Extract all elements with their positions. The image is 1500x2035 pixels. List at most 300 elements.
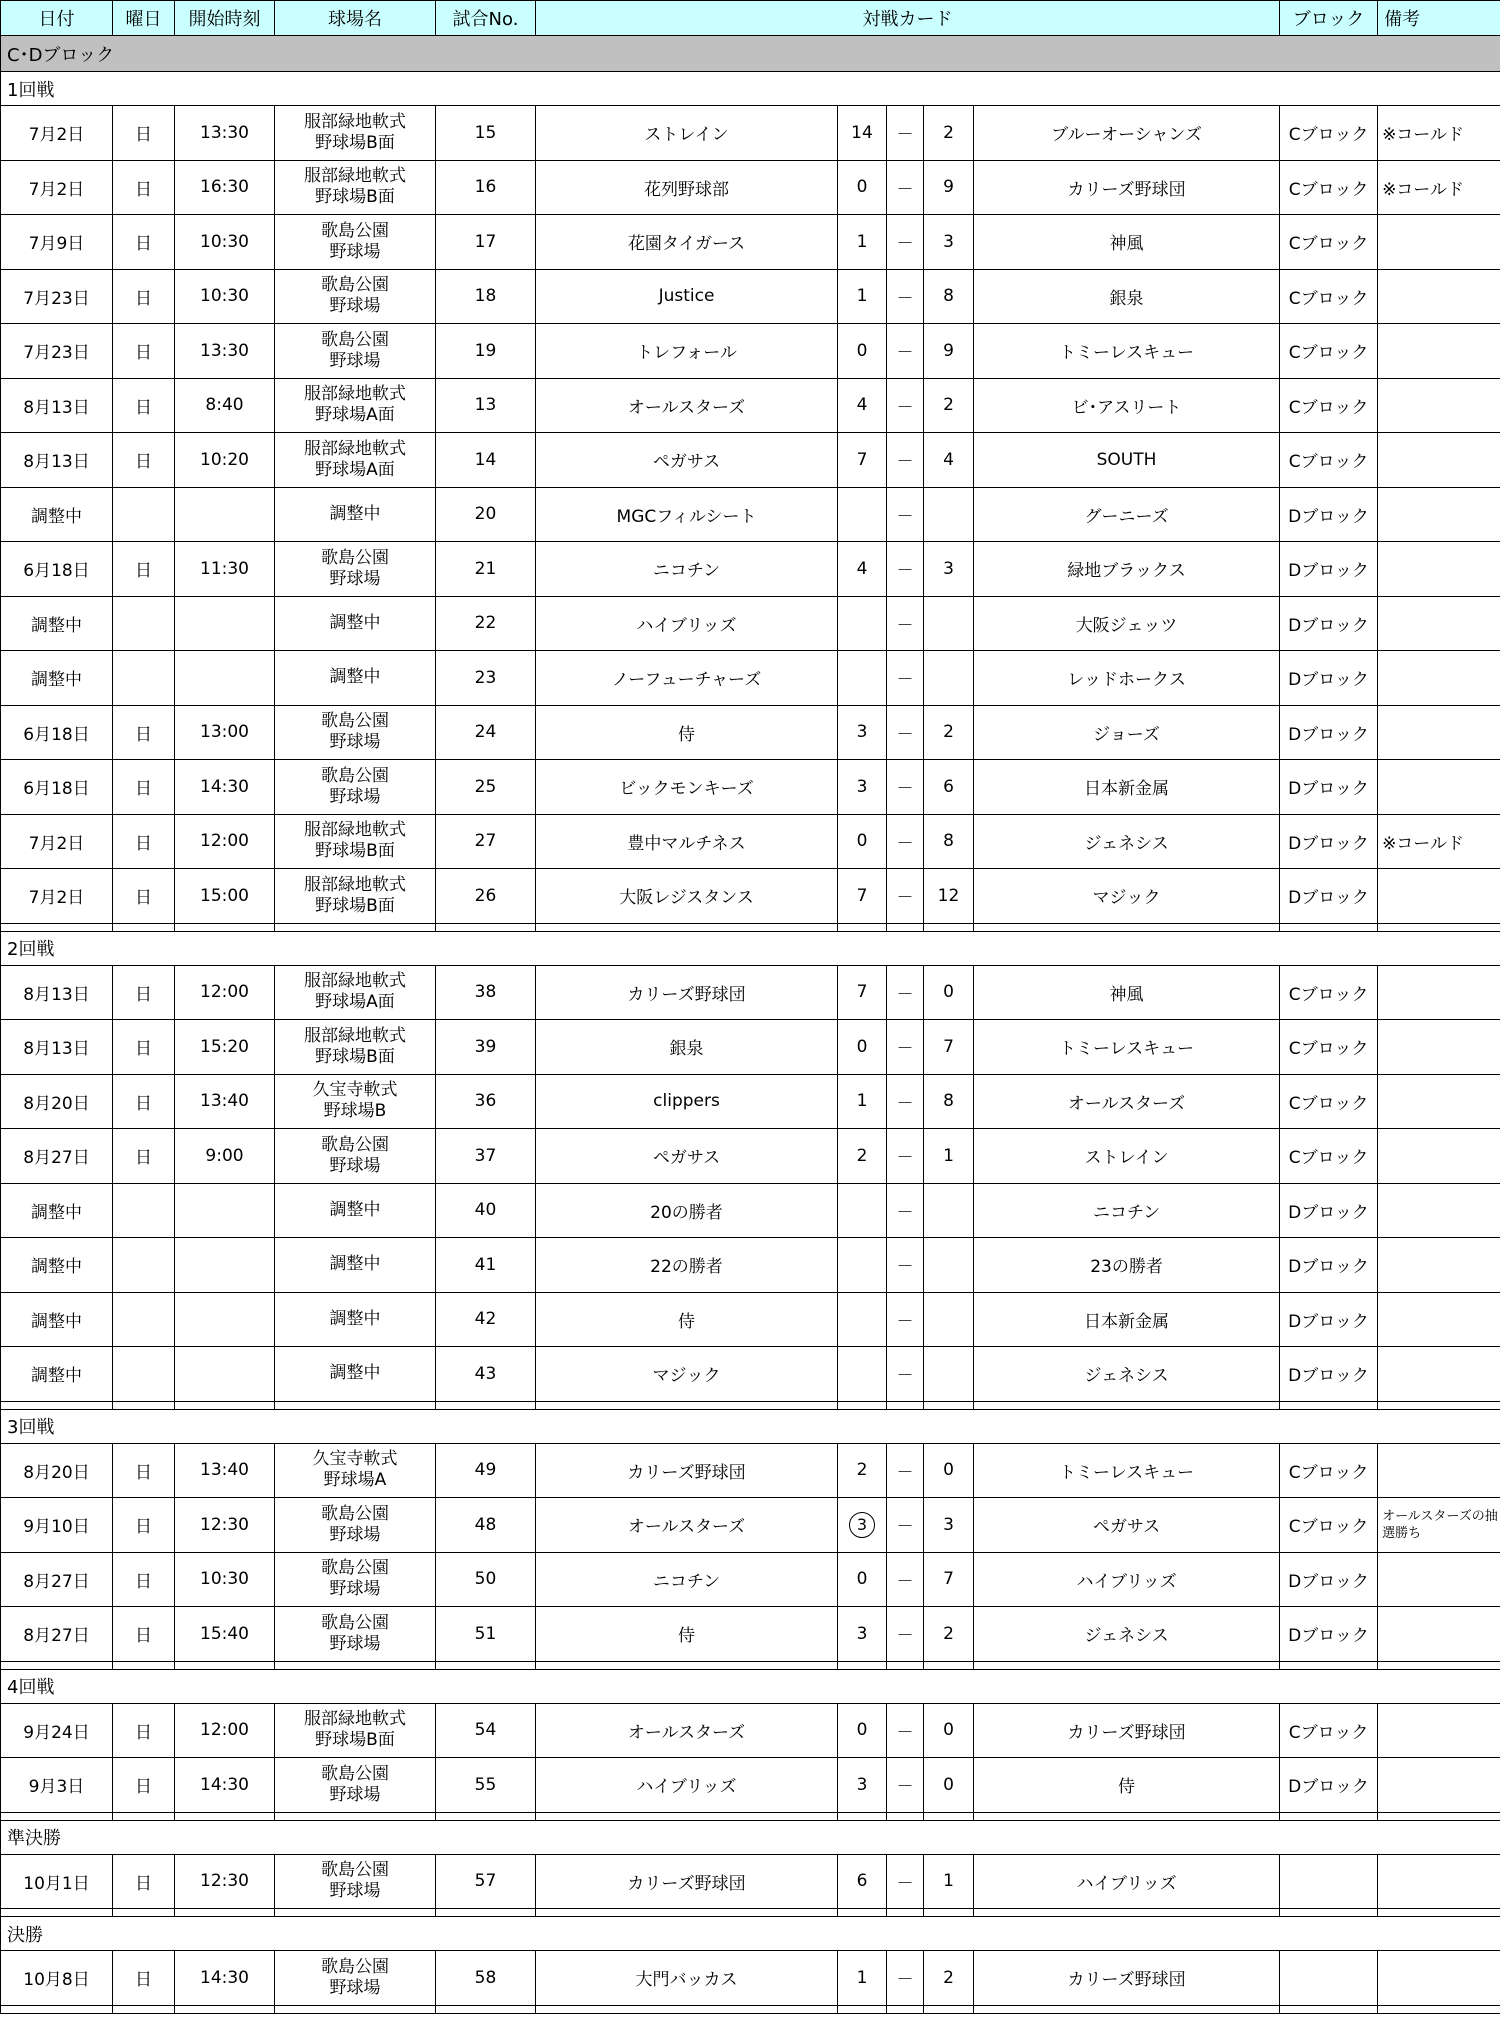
game-date: 7月23日: [1, 324, 113, 379]
venue-line-1: 歌島公園: [321, 220, 389, 241]
team-away: グーニーズ: [974, 487, 1280, 542]
game-row: [1, 1758, 1500, 1813]
header-card: 対戦カード: [536, 1, 1280, 36]
team-away: 神風: [974, 215, 1280, 270]
game-row: [1, 869, 1500, 924]
game-block: Dブロック: [1280, 869, 1378, 924]
game-block: Cブロック: [1280, 1020, 1378, 1075]
score-away: 2: [924, 106, 974, 161]
game-row: [1, 487, 1500, 542]
game-block: Dブロック: [1280, 1183, 1378, 1238]
game-note: [1378, 1951, 1500, 2006]
game-venue: [275, 1020, 436, 1075]
team-home: カリーズ野球団: [536, 965, 838, 1020]
venue-line-1: 歌島公園: [321, 1612, 389, 1633]
game-time: 14:30: [175, 1758, 275, 1813]
round-row: [1, 72, 1500, 106]
game-venue: [275, 1552, 436, 1607]
game-row: [1, 1183, 1500, 1238]
venue-line-1: 久宝寺軟式: [312, 1080, 398, 1101]
score-dash: －: [887, 1347, 924, 1402]
spacer-cell: [275, 1661, 436, 1669]
spacer-row: [1, 1661, 1500, 1669]
spacer-cell: [275, 1401, 436, 1409]
score-home: 1: [838, 1951, 887, 2006]
game-date: 調整中: [1, 1238, 113, 1293]
game-row: [1, 1951, 1500, 2006]
spacer-cell: [436, 1909, 536, 1917]
game-block: Cブロック: [1280, 215, 1378, 270]
game-time: 13:40: [175, 1443, 275, 1498]
spacer-cell: [436, 923, 536, 931]
game-weekday: 日: [113, 1129, 175, 1184]
venue-line-1: 調整中: [329, 667, 381, 688]
game-block: Cブロック: [1280, 1443, 1378, 1498]
spacer-cell: [887, 1401, 924, 1409]
game-block: Dブロック: [1280, 1758, 1378, 1813]
game-number: 51: [436, 1607, 536, 1662]
game-date: 8月20日: [1, 1443, 113, 1498]
round-row: [1, 1669, 1500, 1703]
game-number: 14: [436, 433, 536, 488]
spacer-cell: [974, 1661, 1280, 1669]
game-block: Cブロック: [1280, 1074, 1378, 1129]
game-date: 7月2日: [1, 869, 113, 924]
team-away: ジョーズ: [974, 705, 1280, 760]
game-number: 54: [436, 1703, 536, 1758]
game-weekday: 日: [113, 1854, 175, 1909]
game-venue: [275, 1498, 436, 1553]
round-label: 1回戦: [1, 72, 1500, 106]
score-dash: －: [887, 1951, 924, 2006]
game-row: [1, 1238, 1500, 1293]
score-dash: －: [887, 1854, 924, 1909]
game-date: 6月18日: [1, 760, 113, 815]
spacer-cell: [1378, 1401, 1500, 1409]
score-away: 9: [924, 324, 974, 379]
team-home: Justice: [536, 269, 838, 324]
game-block: Dブロック: [1280, 705, 1378, 760]
spacer-cell: [1, 2005, 113, 2013]
spacer-cell: [113, 1401, 175, 1409]
game-time: 15:20: [175, 1020, 275, 1075]
spacer-cell: [838, 1661, 887, 1669]
game-time: 12:00: [175, 814, 275, 869]
game-date: 9月10日: [1, 1498, 113, 1553]
game-venue: [275, 433, 436, 488]
score-dash: －: [887, 814, 924, 869]
venue-line-1: 歌島公園: [321, 329, 389, 350]
score-home: [838, 651, 887, 706]
team-away: 23の勝者: [974, 1238, 1280, 1293]
venue-line-2: 野球場B面: [315, 1046, 395, 1067]
score-home: 0: [838, 1552, 887, 1607]
score-away: [924, 1347, 974, 1402]
spacer-cell: [1280, 1401, 1378, 1409]
team-away: 緑地ブラックス: [974, 542, 1280, 597]
team-away: カリーズ野球団: [974, 1703, 1280, 1758]
team-home: マジック: [536, 1347, 838, 1402]
game-venue: [275, 760, 436, 815]
score-home: 2: [838, 1129, 887, 1184]
game-venue: [275, 1854, 436, 1909]
round-label: 3回戦: [1, 1409, 1500, 1443]
game-number: 26: [436, 869, 536, 924]
spacer-cell: [838, 2005, 887, 2013]
spacer-cell: [175, 1401, 275, 1409]
game-date: 6月18日: [1, 542, 113, 597]
game-date: 調整中: [1, 651, 113, 706]
team-away: ストレイン: [974, 1129, 1280, 1184]
game-weekday: 日: [113, 215, 175, 270]
venue-line-1: 服部緑地軟式: [304, 971, 406, 992]
team-home: オールスターズ: [536, 1703, 838, 1758]
venue-line-1: 歌島公園: [321, 1763, 389, 1784]
game-block: Cブロック: [1280, 433, 1378, 488]
game-time: 13:00: [175, 705, 275, 760]
game-venue: [275, 1758, 436, 1813]
score-dash: －: [887, 1498, 924, 1553]
game-row: [1, 1607, 1500, 1662]
block-row: [1, 36, 1500, 72]
spacer-cell: [536, 2005, 838, 2013]
game-note: [1378, 542, 1500, 597]
game-weekday: [113, 651, 175, 706]
venue-line-2: 野球場: [329, 1784, 381, 1805]
game-venue: [275, 705, 436, 760]
spacer-cell: [1, 1661, 113, 1669]
team-home: 銀泉: [536, 1020, 838, 1075]
game-weekday: 日: [113, 542, 175, 597]
team-home: ハイブリッズ: [536, 1758, 838, 1813]
spacer-row: [1, 923, 1500, 931]
game-number: 25: [436, 760, 536, 815]
game-row: [1, 215, 1500, 270]
team-home: ペガサス: [536, 1129, 838, 1184]
spacer-cell: [1280, 1909, 1378, 1917]
game-venue: [275, 965, 436, 1020]
venue-line-2: 野球場B面: [315, 132, 395, 153]
venue-line-2: 野球場: [329, 568, 381, 589]
game-date: 6月18日: [1, 705, 113, 760]
spacer-cell: [436, 1401, 536, 1409]
spacer-cell: [887, 923, 924, 931]
game-time: 12:30: [175, 1854, 275, 1909]
game-note: オールスターズの抽選勝ち: [1378, 1498, 1500, 1553]
game-row: [1, 651, 1500, 706]
game-number: 48: [436, 1498, 536, 1553]
team-away: カリーズ野球団: [974, 160, 1280, 215]
score-dash: －: [887, 1074, 924, 1129]
game-date: 10月1日: [1, 1854, 113, 1909]
game-weekday: 日: [113, 1703, 175, 1758]
venue-line-1: 服部緑地軟式: [304, 111, 406, 132]
score-away: 2: [924, 378, 974, 433]
score-away: 2: [924, 1607, 974, 1662]
score-away: 12: [924, 869, 974, 924]
spacer-cell: [1280, 923, 1378, 931]
venue-line-2: 野球場: [329, 350, 381, 371]
venue-line-2: 野球場B面: [315, 1730, 395, 1751]
game-time: 12:00: [175, 965, 275, 1020]
score-dash: －: [887, 160, 924, 215]
spacer-cell: [436, 2005, 536, 2013]
spacer-cell: [1378, 1661, 1500, 1669]
spacer-cell: [887, 1909, 924, 1917]
game-block: Cブロック: [1280, 1498, 1378, 1553]
game-date: 8月13日: [1, 378, 113, 433]
game-block: Dブロック: [1280, 1347, 1378, 1402]
spacer-cell: [838, 1909, 887, 1917]
game-number: 38: [436, 965, 536, 1020]
game-date: 8月20日: [1, 1074, 113, 1129]
score-home: 3: [838, 705, 887, 760]
game-weekday: 日: [113, 705, 175, 760]
venue-line-2: 野球場B: [323, 1101, 387, 1122]
game-time: 10:20: [175, 433, 275, 488]
game-venue: [275, 814, 436, 869]
game-date: 8月13日: [1, 1020, 113, 1075]
score-home: 14: [838, 106, 887, 161]
score-away: 8: [924, 814, 974, 869]
game-row: [1, 596, 1500, 651]
venue-line-2: 野球場: [329, 1155, 381, 1176]
score-dash: －: [887, 324, 924, 379]
game-row: [1, 542, 1500, 597]
score-away: 3: [924, 215, 974, 270]
game-venue: [275, 1292, 436, 1347]
game-note: [1378, 1552, 1500, 1607]
game-block: Dブロック: [1280, 596, 1378, 651]
game-number: 22: [436, 596, 536, 651]
team-home: 大阪レジスタンス: [536, 869, 838, 924]
game-note: [1378, 324, 1500, 379]
game-weekday: [113, 1347, 175, 1402]
game-weekday: 日: [113, 1074, 175, 1129]
game-note: [1378, 965, 1500, 1020]
score-away: [924, 596, 974, 651]
score-home-circled: 3: [849, 1512, 875, 1538]
game-weekday: 日: [113, 814, 175, 869]
game-date: 8月27日: [1, 1552, 113, 1607]
score-dash: －: [887, 542, 924, 597]
team-away: 大阪ジェッツ: [974, 596, 1280, 651]
game-time: [175, 1183, 275, 1238]
game-row: [1, 760, 1500, 815]
game-time: 9:00: [175, 1129, 275, 1184]
game-row: [1, 1703, 1500, 1758]
team-home: MGCフィルシート: [536, 487, 838, 542]
game-note: [1378, 1347, 1500, 1402]
team-away: ハイブリッズ: [974, 1552, 1280, 1607]
game-number: 16: [436, 160, 536, 215]
game-time: 15:00: [175, 869, 275, 924]
spacer-cell: [1280, 1661, 1378, 1669]
game-block: Dブロック: [1280, 542, 1378, 597]
game-note: [1378, 651, 1500, 706]
game-number: 40: [436, 1183, 536, 1238]
spacer-cell: [974, 1401, 1280, 1409]
game-note: [1378, 487, 1500, 542]
score-home: [838, 1347, 887, 1402]
game-date: 8月13日: [1, 433, 113, 488]
team-away: ビ･アスリート: [974, 378, 1280, 433]
game-weekday: 日: [113, 378, 175, 433]
team-away: ブルーオーシャンズ: [974, 106, 1280, 161]
game-venue: [275, 160, 436, 215]
game-number: 55: [436, 1758, 536, 1813]
venue-line-2: 野球場B面: [315, 841, 395, 862]
header-block: ブロック: [1280, 1, 1378, 36]
game-venue: [275, 542, 436, 597]
game-date: 8月27日: [1, 1607, 113, 1662]
team-away: トミーレスキュー: [974, 1020, 1280, 1075]
game-weekday: 日: [113, 160, 175, 215]
game-block: [1280, 1854, 1378, 1909]
spacer-row: [1, 1812, 1500, 1820]
game-number: 41: [436, 1238, 536, 1293]
team-home: clippers: [536, 1074, 838, 1129]
game-date: 9月3日: [1, 1758, 113, 1813]
game-time: 8:40: [175, 378, 275, 433]
score-home: 3: [838, 1758, 887, 1813]
venue-line-1: 調整中: [329, 612, 381, 633]
team-away: 日本新金属: [974, 760, 1280, 815]
game-number: 39: [436, 1020, 536, 1075]
game-date: 調整中: [1, 487, 113, 542]
game-note: [1378, 1703, 1500, 1758]
game-time: [175, 1238, 275, 1293]
venue-line-1: 歌島公園: [321, 1956, 389, 1977]
team-home: 侍: [536, 705, 838, 760]
team-away: 日本新金属: [974, 1292, 1280, 1347]
game-weekday: 日: [113, 1552, 175, 1607]
spacer-cell: [1, 923, 113, 931]
game-row: [1, 1074, 1500, 1129]
game-block: Dブロック: [1280, 814, 1378, 869]
game-note: [1378, 596, 1500, 651]
venue-line-1: 調整中: [329, 1363, 381, 1384]
game-weekday: 日: [113, 106, 175, 161]
venue-line-1: 久宝寺軟式: [312, 1449, 398, 1470]
venue-line-1: 調整中: [329, 1308, 381, 1329]
spacer-cell: [924, 923, 974, 931]
score-away: 0: [924, 965, 974, 1020]
round-row: [1, 1820, 1500, 1854]
team-home: ビックモンキーズ: [536, 760, 838, 815]
spacer-cell: [1378, 1909, 1500, 1917]
score-away: 9: [924, 160, 974, 215]
spacer-cell: [1280, 1812, 1378, 1820]
score-away: 4: [924, 433, 974, 488]
spacer-cell: [1378, 923, 1500, 931]
game-time: 13:40: [175, 1074, 275, 1129]
game-number: 49: [436, 1443, 536, 1498]
game-time: [175, 596, 275, 651]
game-venue: [275, 596, 436, 651]
score-dash: －: [887, 269, 924, 324]
venue-line-1: 服部緑地軟式: [304, 820, 406, 841]
spacer-cell: [924, 1909, 974, 1917]
game-number: 13: [436, 378, 536, 433]
game-weekday: [113, 487, 175, 542]
score-dash: －: [887, 705, 924, 760]
team-home: 花列野球部: [536, 160, 838, 215]
spacer-cell: [113, 1812, 175, 1820]
spacer-cell: [924, 2005, 974, 2013]
game-venue: [275, 1347, 436, 1402]
score-away: 0: [924, 1443, 974, 1498]
spacer-cell: [113, 1661, 175, 1669]
spacer-row: [1, 1909, 1500, 1917]
venue-line-2: 野球場A面: [315, 459, 395, 480]
game-weekday: [113, 596, 175, 651]
game-block: Cブロック: [1280, 324, 1378, 379]
spacer-cell: [436, 1661, 536, 1669]
game-note: [1378, 1238, 1500, 1293]
team-home: ニコチン: [536, 542, 838, 597]
game-row: [1, 1443, 1500, 1498]
team-away: ニコチン: [974, 1183, 1280, 1238]
team-away: 銀泉: [974, 269, 1280, 324]
team-away: ハイブリッズ: [974, 1854, 1280, 1909]
score-home: 4: [838, 378, 887, 433]
spacer-cell: [1378, 1812, 1500, 1820]
spacer-cell: [536, 1909, 838, 1917]
team-home: 豊中マルチネス: [536, 814, 838, 869]
team-home: 花園タイガース: [536, 215, 838, 270]
game-date: 調整中: [1, 596, 113, 651]
game-block: Cブロック: [1280, 378, 1378, 433]
game-note: [1378, 1758, 1500, 1813]
header-date: 日付: [1, 1, 113, 36]
game-weekday: [113, 1183, 175, 1238]
score-dash: －: [887, 378, 924, 433]
score-home: 1: [838, 215, 887, 270]
game-number: 43: [436, 1347, 536, 1402]
team-home: 大門バッカス: [536, 1951, 838, 2006]
game-time: 11:30: [175, 542, 275, 597]
block-title: C･Dブロック: [1, 36, 1500, 72]
game-date: 10月8日: [1, 1951, 113, 2006]
team-home: 侍: [536, 1607, 838, 1662]
score-home: [838, 487, 887, 542]
header-notes: 備考: [1378, 1, 1500, 36]
game-row: [1, 1552, 1500, 1607]
round-row: [1, 1409, 1500, 1443]
spacer-cell: [436, 1812, 536, 1820]
game-number: 36: [436, 1074, 536, 1129]
game-time: [175, 1347, 275, 1402]
spacer-cell: [113, 2005, 175, 2013]
header-match-no: 試合No.: [436, 1, 536, 36]
game-weekday: 日: [113, 433, 175, 488]
spacer-cell: [275, 1812, 436, 1820]
venue-line-2: 野球場: [329, 732, 381, 753]
venue-line-2: 野球場B面: [315, 895, 395, 916]
game-time: 10:30: [175, 215, 275, 270]
venue-line-2: 野球場: [329, 1977, 381, 1998]
spacer-cell: [1280, 2005, 1378, 2013]
game-number: 17: [436, 215, 536, 270]
game-row: [1, 269, 1500, 324]
venue-line-2: 野球場A面: [315, 992, 395, 1013]
game-block: Dブロック: [1280, 1292, 1378, 1347]
game-note: ※コールド: [1378, 160, 1500, 215]
game-weekday: [113, 1238, 175, 1293]
team-away: ジェネシス: [974, 1607, 1280, 1662]
venue-line-1: 歌島公園: [321, 1860, 389, 1881]
